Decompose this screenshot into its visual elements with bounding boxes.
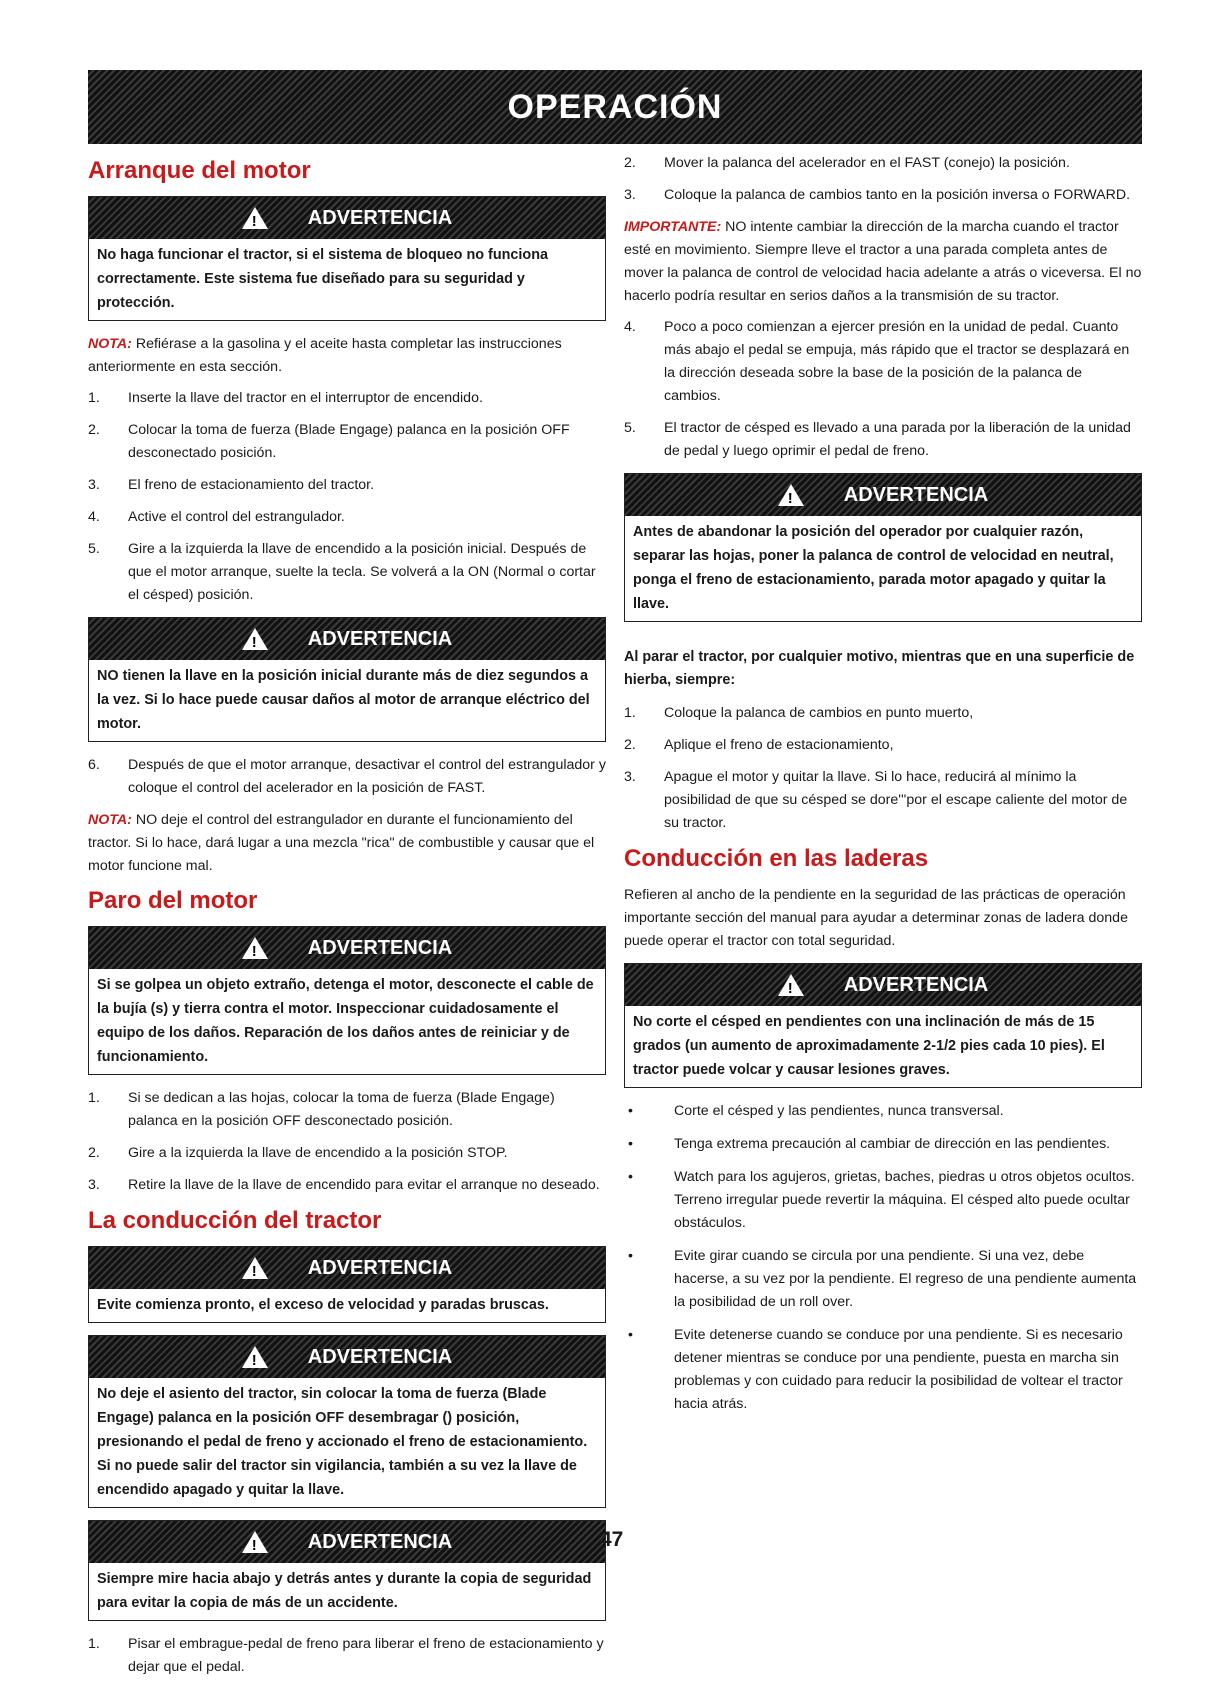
warning-triangle-icon (242, 207, 268, 229)
importante-note: IMPORTANTE: NO intente cambiar la dirección de la marcha cuando el tractor esté en movimiento. Siempre lleve el tractor a una parada completa antes de mover la palanca de control de velocidad hacia adelante a atrás o viceversa. El no hacerlo podría resultar en serios daños a la transmisión de su tractor. (624, 219, 1142, 304)
warning-text: No corte el césped en pendientes con una inclinación de más de 15 grados (un aumento de aproximadamente 2-1/2 pies cada 10 pies). El tractor puede volcar y causar lesiones graves. (633, 1014, 1105, 1078)
warning-triangle-icon (778, 484, 804, 506)
list-item: 2. Mover la palanca del acelerador en el FAST (conejo) la posición. (624, 155, 1070, 171)
list-item: 6. Después de que el motor arranque, desactivar el control del estrangulador y coloque el control del acelerador en la posición de FAST. (88, 757, 606, 796)
list-item: 4. Poco a poco comienzan a ejercer presión en la unidad de pedal. Cuanto más abajo el pedal se empuja, más rápido que el tractor se desplazará en la dirección deseada sobre la base de la posición de la palanca de cambios. (624, 319, 1130, 404)
list-item: 3. Retire la llave de la llave de encendido para evitar el arranque no deseado. (88, 1177, 600, 1193)
nota: NOTA: Refiérase a la gasolina y el aceite hasta completar las instrucciones anteriormente en esta sección. (88, 336, 562, 375)
banner-title: OPERACIÓN (507, 87, 723, 126)
warning-box: ! ADVERTENCIA Antes de abandonar la posición del operador por cualquier razón, separar las hojas, poner la palanca de control de velocidad en neutral, ponga el freno de estacionamiento, parada motor apagado y quitar la llave. (624, 473, 1142, 622)
warning-triangle-icon (242, 937, 268, 959)
list-item: 1. Coloque la palanca de cambios en punto muerto, (624, 705, 974, 721)
page-number: 47 (600, 1528, 624, 1551)
list-item: 5. El tractor de césped es llevado a una parada por la liberación de la unidad de pedal y luego oprimir el pedal de freno. (624, 420, 1131, 459)
list-item: • Corte el césped y las pendientes, nunca transversal. (628, 1103, 1004, 1119)
list-item: 2. Colocar la toma de fuerza (Blade Engage) palanca en la posición OFF desconectado posición. (88, 422, 570, 461)
warning-triangle-icon (778, 974, 804, 996)
list-item: • Tenga extrema precaución al cambiar de dirección en las pendientes. (628, 1136, 1111, 1152)
laderas-intro: Refieren al ancho de la pendiente en la seguridad de las prácticas de operación importante sección del manual para ayudar a determinar zonas de ladera donde puede operar el tractor con total seguridad. (624, 887, 1128, 949)
warning-text: No deje el asiento del tractor, sin colocar la toma de fuerza (Blade Engage) palanca en la posición OFF desembragar () posición, presionando el pedal de freno y accionado el freno de estacionamiento. Si no puede salir del tractor sin vigilancia, también a su vez la llave de encendido apagado y quitar la llave. (97, 1386, 588, 1498)
warning-text: Antes de abandonar la posición del operador por cualquier razón, separar las hojas, poner la palanca de control de velocidad en neutral, ponga el freno de estacionamiento, parada motor apagado y quitar la llave. (633, 524, 1114, 612)
list-item: • Watch para los agujeros, grietas, baches, piedras u otros objetos ocultos. Terreno irregular puede revertir la máquina. El césped alto puede ocultar obstáculos. (628, 1169, 1135, 1231)
heading-conduccion: La conducción del tractor (88, 1207, 382, 1234)
stop-steps (88, 1087, 606, 1197)
warning-text: No haga funcionar el tractor, si el sistema de bloqueo no funciona correctamente. Este sistema fue diseñado para su seguridad y protección. (97, 247, 548, 311)
warning-box: ! ADVERTENCIA No deje el asiento del tractor, sin colocar la toma de fuerza (Blade Engage) palanca en la posición OFF desembragar () posición, presionando el pedal de freno y accionado el freno de estacionamiento. Si no puede salir del tractor sin vigilancia, también a su vez la llave de encendido apagado y quitar la llave. (88, 1335, 606, 1508)
list-item: • Evite detenerse cuando se conduce por una pendiente. Si es necesario detener mientras se conduce por una pendiente, puesta en marcha sin problemas y con cuidado para reducir la posibilidad de voltear el tractor hacia atrás. (628, 1327, 1123, 1412)
warning-box: ! ADVERTENCIA Evite comienza pronto, el exceso de velocidad y paradas bruscas. (88, 1246, 606, 1323)
warning-box: ! ADVERTENCIA NO tienen la llave en la posición inicial durante más de diez segundos a la vez. Si lo hace puede causar daños al motor de arranque eléctrico del motor. (88, 617, 606, 742)
warning-box: ! ADVERTENCIA Siempre mire hacia abajo y detrás antes y durante la copia de seguridad para evitar la copia de más de un accidente. (88, 1520, 606, 1621)
warning-box: ! ADVERTENCIA No corte el césped en pendientes con una inclinación de más de 15 grados (un aumento de aproximadamente 2-1/2 pies cada 10 pies). El tractor puede volcar y causar lesiones graves. (624, 963, 1142, 1088)
warning-box: ! ADVERTENCIA Si se golpea un objeto extraño, detenga el motor, desconecte el cable de la bujía (s) y tierra contra el motor. Inspeccionar cuidadosamente el equipo de los daños. Reparación de los daños antes de reiniciar y de funcionamiento. (88, 926, 606, 1075)
start-steps (88, 387, 606, 607)
warning-text: Evite comienza pronto, el exceso de velocidad y paradas bruscas. (97, 1297, 549, 1313)
nota: NOTA: NO deje el control del estrangulador en durante el funcionamiento del tractor. Si lo hace, dará lugar a una mezcla "rica" de combustible y causar que el motor funcione mal. (88, 812, 595, 874)
list-item: 2. Aplique el freno de estacionamiento, (624, 737, 894, 753)
list-item: 1. Inserte la llave del tractor en el interruptor de encendido. (88, 390, 483, 406)
warning-text: NO tienen la llave en la posición inicial durante más de diez segundos a la vez. Si lo hace puede causar daños al motor de arranque eléctrico del motor. (97, 668, 590, 732)
list-item: 3. Coloque la palanca de cambios tanto en la posición inversa o FORWARD. (624, 187, 1131, 203)
warning-triangle-icon (242, 1531, 268, 1553)
heading-paro: Paro del motor (88, 887, 258, 914)
right-column (624, 152, 1142, 1426)
left-column (88, 150, 606, 1688)
list-item: 2. Gire a la izquierda la llave de encendido a la posición STOP. (88, 1145, 508, 1161)
warning-triangle-icon (242, 628, 268, 650)
warning-box: ! ADVERTENCIA No haga funcionar el tractor, si el sistema de bloqueo no funciona correctamente. Este sistema fue diseñado para su seguridad y protección. (88, 196, 606, 321)
heading-laderas: Conducción en las laderas (624, 845, 929, 872)
list-item: 5. Gire a la izquierda la llave de encendido a la posición inicial. Después de que el motor arranque, suelte la tecla. Se volverá a la ON (Normal o cortar el césped) posición. (88, 541, 596, 603)
list-item: 4. Active el control del estrangulador. (88, 509, 345, 525)
warning-text: Si se golpea un objeto extraño, detenga el motor, desconecte el cable de la bujía (s) y tierra contra el motor. Inspeccionar cuidadosamente el equipo de los daños. Reparación de los daños antes de reiniciar y de funcionamiento. (97, 977, 594, 1065)
warning-triangle-icon (242, 1346, 268, 1368)
list-item: 1. Si se dedican a las hojas, colocar la toma de fuerza (Blade Engage) palanca en la posición OFF desconectado posición. (88, 1090, 555, 1129)
parar-heading: Al parar el tractor, por cualquier motivo, mientras que en una superficie de hierba, siempre: (624, 649, 1135, 688)
section-banner (88, 70, 1142, 144)
list-item: 3. El freno de estacionamiento del tractor. (88, 477, 375, 493)
warning-triangle-icon (242, 1257, 268, 1279)
warning-text: Siempre mire hacia abajo y detrás antes y durante la copia de seguridad para evitar la copia de más de un accidente. (97, 1571, 592, 1611)
heading-arranque: Arranque del motor (88, 157, 311, 184)
list-item: • Evite girar cuando se circula por una pendiente. Si una vez, debe hacerse, a su vez por la pendiente. El regreso de una pendiente aumenta la posibilidad de un roll over. (628, 1248, 1137, 1310)
list-item: 1. Pisar el embrague-pedal de freno para liberar el freno de estacionamiento y dejar que el pedal. (88, 1636, 604, 1675)
list-item: 3. Apague el motor y quitar la llave. Si lo hace, reducirá al mínimo la posibilidad de que su césped se dore'''por el escape caliente del motor de su tractor. (624, 769, 1128, 831)
slope-bullets (624, 1100, 1142, 1416)
